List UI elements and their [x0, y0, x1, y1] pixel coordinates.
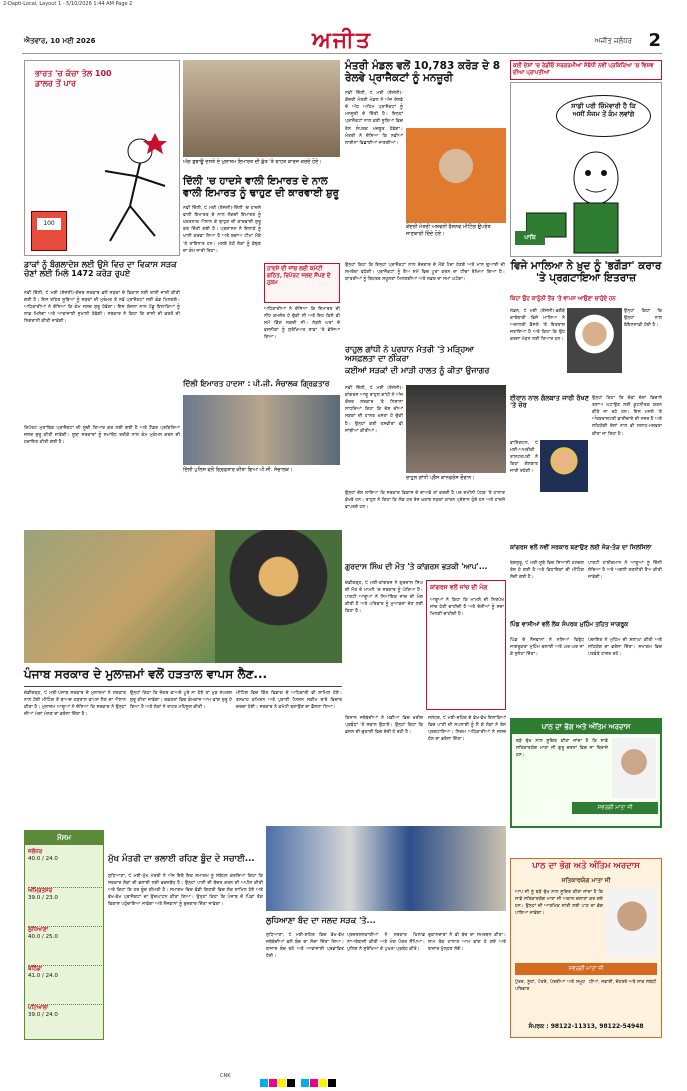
weather-min: 24.0	[45, 856, 58, 862]
cartoon-left	[24, 60, 180, 256]
cartoon-right-banner	[510, 60, 662, 80]
body-cabinet: ਨਵੀਂ ਦਿੱਲੀ, ੯ ਮਈ (ਏਜੰਸੀ)-ਕੇਂਦਰੀ ਮੰਤਰੀ ਮੰਡਲ ਨੇ ਅੱਜ ਰੇਲਵੇ ਦੇ ਅੱਠ ਅਹਿਮ ਪ੍ਰਾਜੈਕਟਾਂ ਨੂੰ ਮਨਜ਼ੂਰੀ ਦੇ ਦਿੱਤੀ ਹੈ। ਇਨ੍ਹਾਂ ਪ੍ਰਾਜੈਕਟਾਂ ਨਾਲ ਕਈ ਸੂਬਿਆਂ ਵਿਚ ਰੇਲ ਸੰਪਰਕ ਮਜ਼ਬੂਤ ਹੋਵੇਗਾ। ਮੰਤਰੀ ਨੇ ਦੱਸਿਆ ਕਿ ਨਵੀਆਂ ਲਾਈਨਾਂ ਵਿਛਾਈਆਂ ਜਾਣਗੀਆਂ।	[345, 91, 403, 146]
masthead-logo: ਅਜੀਤ	[312, 28, 372, 53]
running-man-icon	[85, 131, 175, 251]
sidebar-box	[264, 263, 340, 303]
weather-city: ਬਠਿੰਡਾ	[28, 966, 42, 972]
photo-rahul	[406, 385, 506, 473]
weather-min: 25.0	[45, 934, 58, 940]
headline-rahul: ਰਾਹੁਲ ਗਾਂਧੀ ਨੇ ਪ੍ਰਧਾਨ ਮੰਤਰੀ 'ਤੇ ਮੜ੍ਹਿਆ ਅਸਫ਼ਲਤਾ ਦਾ ਠੀਕਰਾ	[345, 345, 475, 364]
cartoon-right	[510, 82, 662, 257]
body-ldh-3: ਦੁਕਾਨਦਾਰਾਂ ਨੇ ਵੀ ਬੰਦ ਦਾ ਸਮਰਥਨ ਕੀਤਾ। ਸ਼ਾਮ ਤੱਕ ਹਾਲਾਤ ਆਮ ਵਾਂਗ ਹੋ ਗਏ ਅਤੇ ਬਾਜ਼ਾਰ ਖੁੱਲ੍ਹਣ ਲੱਗੇ।	[428, 933, 506, 953]
ad1-title: ਪਾਠ ਦਾ ਭੋਗ ਅਤੇ ਅੰਤਿਮ ਅਰਦਾਸ	[512, 720, 660, 734]
headline-mallya: ਵਿਜੇ ਮਾਲਿਆ ਨੇ ਖ਼ੁਦ ਨੂੰ 'ਭਗੌੜਾ' ਕਰਾਰ 'ਤੇ ਪ੍ਰਗਟਾਇਆ ਇਤਰਾਜ਼	[510, 260, 662, 285]
subheadline-cm: ਲੁਧਿਆਣਾ ਬੰਦ ਦਾ ਜਲਦ ਸੜਕ 'ਤੇ...	[266, 916, 376, 925]
ad1-portrait	[612, 738, 656, 798]
headline-gurdas: ਗੁਰਦਾਸ ਸਿੰਘ ਦੀ ਮੌਤ 'ਤੇ ਕਾਂਗਰਸ ਭੜਕੀ 'ਆਪ'...	[345, 562, 488, 571]
pump-display: 100	[37, 218, 61, 230]
headline-trump: ਈਰਾਨ ਨਾਲ ਗੱਲਬਾਤ ਜਾਰੀ ਰੱਖਣ 'ਤੇ ਜ਼ੋਰ	[510, 394, 589, 410]
body-ldh-2: ਪ੍ਰਦਰਸ਼ਨਕਾਰੀਆਂ ਨੇ ਸਰਕਾਰ ਖ਼ਿਲਾਫ਼ ਨਾਅਰੇਬਾਜ਼ੀ ਕੀਤੀ ਅਤੇ ਮੰਗ ਪੱਤਰ ਸੌਂਪਿਆ। ਪੁਲਿਸ ਨੇ ਸੁਰੱਖਿਆ ਦੇ ਪੁਖ਼ਤਾ ਪ੍ਰਬੰਧ ਕੀਤੇ।	[347, 933, 425, 953]
weather-city: ਅੰਮ੍ਰਿਤਸਰ	[28, 888, 53, 894]
sidebar-gurdas	[426, 580, 506, 710]
headline-loan: ਡਾਕਾਂ ਨੂੰ ਬੰਗਲਾਦੇਸ਼ ਲਈ ਉਸੇ ਵਿਚ ਦਾ ਵਿਕਾਸ ਸੜਕ ਚੋਣਾਂ ਲਈ ਮਿਲੇ 1472 ਕਰੋੜ ਰੁਪਏ	[24, 260, 177, 279]
body-strike-2: ਉਨ੍ਹਾਂ ਕਿਹਾ ਕਿ ਜੇਕਰ ਵਾਅਦੇ ਪੂਰੇ ਨਾ ਹੋਏ ਤਾਂ ਮੁੜ ਸੰਘਰਸ਼ ਸ਼ੁਰੂ ਕੀਤਾ ਜਾਵੇਗਾ। ਦਫ਼ਤਰਾਂ ਵਿਚ ਕੰਮਕਾਜ ਆਮ ਵਾਂਗ ਸ਼ੁਰੂ ਹੋ ਗਿਆ ਹੈ ਅਤੇ ਲੋਕਾਂ ਨੇ ਰਾਹਤ ਮਹਿਸੂਸ ਕੀਤੀ।	[130, 691, 232, 711]
body-side2-2: ਪੰਚਾਇਤ ਨੇ ਮੁਹਿੰਮ ਦੀ ਸ਼ਲਾਘਾ ਕੀਤੀ ਅਤੇ ਸਹਿਯੋਗ ਦਾ ਭਰੋਸਾ ਦਿੱਤਾ। ਸਮਾਗਮ ਵਿਚ ਪਤਵੰਤੇ ਹਾਜ਼ਰ ਰਹੇ।	[588, 638, 662, 658]
photo-building-collapse	[183, 60, 340, 157]
headline-cabinet: ਮੰਤਰੀ ਮੰਡਲ ਵਲੋਂ 10,783 ਕਰੋੜ ਦੇ 8 ਰੇਲਵੇ ਪ੍ਰਾਜੈਕਟਾਂ ਨੂੰ ਮਨਜ਼ੂਰੀ	[345, 60, 501, 85]
weather-title: ਮੌਸਮ	[25, 831, 103, 845]
masthead-date: ਐਤਵਾਰ, 10 ਮਈ 2026	[24, 37, 96, 45]
weather-row: ਪਟਿਆਲਾ 39.0 / 24.0	[28, 1005, 102, 1043]
body-loan-2: ਰਿਪੋਰਟ ਮੁਤਾਬਿਕ ਪ੍ਰਾਜੈਕਟਾਂ ਦੀ ਸੂਚੀ ਤਿਆਰ ਕਰ ਲਈ ਗਈ ਹੈ ਅਤੇ ਟੈਂਡਰ ਪ੍ਰਕਿਰਿਆ ਜਲਦ ਸ਼ੁਰੂ ਕੀਤੀ ਜਾਵੇਗੀ। ਸੂਬਾ ਸਰਕਾਰਾਂ ਨੂੰ ਸਮਾਂਬੱਧ ਤਰੀਕੇ ਨਾਲ ਕੰਮ ਮੁਕੰਮਲ ਕਰਨ ਦੀ ਹਦਾਇਤ ਕੀਤੀ ਗਈ ਹੈ।	[24, 426, 180, 446]
cartoon-label: ਪਾਕਿ	[515, 231, 545, 245]
body-mallya: ਲੰਡਨ, ੯ ਮਈ (ਏਜੰਸੀ)-ਭਗੌੜੇ ਕਾਰੋਬਾਰੀ ਵਿਜੇ ਮਾਲਿਆ ਨੇ ਅਦਾਲਤੀ ਫ਼ੈਸਲੇ 'ਤੇ ਇਤਰਾਜ਼ ਜਤਾਇਆ ਹੈ ਅਤੇ ਕਿਹਾ ਕਿ ਉਹ ਕਰਜ਼ਾ ਮੋੜਨ ਲਈ ਤਿਆਰ ਹਨ।	[510, 309, 565, 343]
cartoon-banner-text: ਕਈ ਦੇਸ਼ਾਂ 'ਚ ਰੇਡੀਓ ਸਰਗਰਮੀਆਂ ਸੰਬੰਧੀ ਨਵੀਂ ਪ੍ਰਕਿਰਿਆ 'ਚ ਵਿਸ਼ਵ ਦੀਆਂ ਪ੍ਰਾਪਤੀਆਂ	[513, 63, 654, 77]
caption-police: ਦਿੱਲੀ ਪੁਲਿਸ ਵਲੋਂ ਗ੍ਰਿਫ਼ਤਾਰ ਕੀਤਾ ਗਿਆ ਪੀ.ਜੀ. ਸੰਚਾਲਕ।	[183, 467, 293, 473]
page-slug: 2-Dapti-Local, Layout 1 - 5/10/2026 1:44 AM Page 2	[3, 1, 133, 7]
body-mid-right: ਜਲੰਧਰ, ੯ ਮਈ-ਸ਼ਹਿਰ ਦੇ ਵੱਖ-ਵੱਖ ਇਲਾਕਿਆਂ ਵਿਚ ਪਾਣੀ ਦੀ ਸਪਲਾਈ ਨੂੰ ਲੈ ਕੇ ਲੋਕਾਂ ਨੇ ਰੋਸ ਪ੍ਰਗਟਾਇਆ। ਨਿਗਮ ਅਧਿਕਾਰੀਆਂ ਨੇ ਜਲਦ ਹੱਲ ਦਾ ਭਰੋਸਾ ਦਿੱਤਾ।	[428, 716, 506, 743]
caption-minister: ਕੇਂਦਰੀ ਮੰਤਰੀ ਅਸ਼ਵਨੀ ਵੈਸ਼ਨਵ ਮੀਟਿੰਗ ਉਪਰੰਤ ਜਾਣਕਾਰੀ ਦਿੰਦੇ ਹੋਏ।	[406, 224, 491, 237]
page-number: 2	[648, 30, 661, 51]
ad2-family-2: ਧੀਆਂ, ਜਵਾਈ, ਦੋਹਤਰੇ ਅਤੇ ਸਾਕ ਸੰਬੰਧੀ	[589, 980, 657, 985]
weather-row: ਅੰਮ੍ਰਿਤਸਰ 39.0 / 23.0	[28, 888, 102, 927]
body-side2: ਪਿੰਡ ਦੇ ਨੌਜਵਾਨਾਂ ਨੇ ਨਸ਼ਿਆਂ ਵਿਰੁੱਧ ਜਾਗਰੂਕਤਾ ਮੁਹਿੰਮ ਚਲਾਈ ਅਤੇ ਘਰ-ਘਰ ਜਾ ਕੇ ਸੁਨੇਹਾ ਦਿੱਤਾ।	[510, 638, 584, 658]
ad-bhog-2	[510, 858, 662, 1038]
weather-min: 24.0	[45, 973, 58, 979]
weather-city: ਪਟਿਆਲਾ	[28, 1005, 49, 1011]
weather-city: ਜਲੰਧਰ	[28, 849, 43, 855]
body-mid-left: ਕਿਸਾਨ ਜਥੇਬੰਦੀਆਂ ਨੇ ਮੰਡੀਆਂ ਵਿਚ ਖ਼ਰੀਦ ਪ੍ਰਬੰਧਾਂ 'ਤੇ ਸਵਾਲ ਉਠਾਏ। ਉਨ੍ਹਾਂ ਕਿਹਾ ਕਿ ਫ਼ਸਲ ਦੀ ਚੁਕਾਈ ਵਿਚ ਦੇਰੀ ਹੋ ਰਹੀ ਹੈ।	[345, 716, 423, 736]
fuel-pump-icon	[31, 211, 67, 251]
ad1-body: ਬੜੇ ਦੁੱਖ ਨਾਲ ਸੂਚਿਤ ਕੀਤਾ ਜਾਂਦਾ ਹੈ ਕਿ ਸਾਡੇ ਸਤਿਕਾਰਯੋਗ ਮਾਤਾ ਜੀ ਗੁਰੂ ਚਰਨਾਂ ਵਿਚ ਜਾ ਬਿਰਾਜੇ ਹਨ।	[516, 739, 608, 759]
subhead-pg-arrest: ਦਿੱਲੀ ਇਮਾਰਤ ਹਾਦਸਾ : ਪੀ.ਜੀ. ਸੰਚਾਲਕ ਗ੍ਰਿਫ਼ਤਾਰ	[183, 379, 330, 388]
headline-side2: ਪਿੰਡ ਵਾਸੀਆਂ ਵਲੋਂ ਲੋਕ ਸੰਪਰਕ ਮੁਹਿੰਮ ਤਹਿਤ ਜਾਗਰੂਕ	[510, 621, 629, 628]
weather-city: ਲੁਧਿਆਣਾ	[28, 927, 49, 933]
ad-bhog-1	[510, 718, 662, 828]
photo-mallya	[567, 308, 622, 373]
body-side1: ਬੰਗਲੁਰੂ, ੯ ਮਈ-ਸੂਬੇ ਵਿਚ ਸਿਆਸੀ ਹਲਚਲ ਤੇਜ਼ ਹੋ ਗਈ ਹੈ ਅਤੇ ਵਿਧਾਇਕਾਂ ਦੀ ਮੀਟਿੰਗ ਸੱਦੀ ਗਈ ਹੈ।	[510, 561, 584, 581]
divider	[24, 686, 342, 687]
headline-delhi-fire: ਦਿੱਲੀ 'ਚ ਹਾਦਸੇ ਵਾਲੀ ਇਮਾਰਤ ਦੇ ਨਾਲ ਵਾਲੀ ਇਮਾਰਤ ਨੂੰ ਢਾਹੁਣ ਦੀ ਕਾਰਵਾਈ ਸ਼ੁਰੂ	[183, 176, 339, 199]
photo-police-arrest	[183, 395, 340, 465]
body-ldh-1: ਲੁਧਿਆਣਾ, ੯ ਮਈ-ਸ਼ਹਿਰ ਵਿਚ ਵੱਖ-ਵੱਖ ਜਥੇਬੰਦੀਆਂ ਵਲੋਂ ਬੰਦ ਦਾ ਸੱਦਾ ਦਿੱਤਾ ਗਿਆ। ਬਾਜ਼ਾਰ ਬੰਦ ਰਹੇ ਅਤੇ ਆਵਾਜਾਈ ਪ੍ਰਭਾਵਿਤ ਹੋਈ।	[266, 933, 344, 960]
body-cabinet-2: ਉਨ੍ਹਾਂ ਕਿਹਾ ਕਿ ਇਨ੍ਹਾਂ ਪ੍ਰਾਜੈਕਟਾਂ ਨਾਲ ਰੋਜ਼ਗਾਰ ਦੇ ਮੌਕੇ ਪੈਦਾ ਹੋਣਗੇ ਅਤੇ ਮਾਲ ਢੁਆਈ ਦੀ ਸਮਰੱਥਾ ਵਧੇਗੀ। ਪ੍ਰਾਜੈਕਟਾਂ ਨੂੰ ਤੈਅ ਸਮੇਂ ਵਿਚ ਪੂਰਾ ਕਰਨ ਦਾ ਟੀਚਾ ਰੱਖਿਆ ਗਿਆ ਹੈ। ਯਾਤਰੀਆਂ ਨੂੰ ਬਿਹਤਰ ਸਹੂਲਤਾਂ ਮਿਲਣਗੀਆਂ ਅਤੇ ਸਫ਼ਰ ਦਾ ਸਮਾਂ ਘਟੇਗਾ।	[345, 263, 505, 283]
ad2-subtitle: ਸਤਿਕਾਰਯੋਗ ਮਾਤਾ ਜੀ	[561, 877, 611, 884]
photo-protest-bottom	[266, 826, 506, 911]
subheadline-rahul: ਕਈਆਂ ਸੜਕਾਂ ਦੀ ਮਾੜੀ ਹਾਲਤ ਨੂੰ ਕੀਤਾ ਉਜਾਗਰ	[345, 366, 490, 375]
weather-max: 40.0	[28, 856, 41, 862]
body-rahul-2: ਉਨ੍ਹਾਂ ਦੋਸ਼ ਲਾਇਆ ਕਿ ਸਰਕਾਰ ਵਿਕਾਸ ਦੇ ਦਾਅਵੇ ਤਾਂ ਕਰਦੀ ਹੈ ਪਰ ਜ਼ਮੀਨੀ ਪੱਧਰ 'ਤੇ ਹਾਲਾਤ ਵੱਖਰੇ ਹਨ। ਰਾਹੁਲ ਨੇ ਕਿਹਾ ਕਿ ਲੋਕ ਹਰ ਰੋਜ਼ ਖ਼ਰਾਬ ਸੜਕਾਂ ਕਾਰਨ ਪ੍ਰੇਸ਼ਾਨ ਹੁੰਦੇ ਹਨ ਅਤੇ ਹਾਦਸੇ ਵਾਪਰਦੇ ਹਨ।	[345, 491, 505, 511]
weather-row: ਲੁਧਿਆਣਾ 40.0 / 25.0	[28, 927, 102, 966]
ad1-name-strip: ਸਵਰਗੀ ਮਾਤਾ ਜੀ	[572, 802, 658, 814]
weather-min: 24.0	[45, 1012, 58, 1018]
body-delhi-fire-2: ਅਧਿਕਾਰੀਆਂ ਨੇ ਦੱਸਿਆ ਕਿ ਇਮਾਰਤ ਦੀ ਨੀਂਹ ਕਮਜ਼ੋਰ ਹੋ ਚੁੱਕੀ ਸੀ ਅਤੇ ਇਹ ਕਿਸੇ ਵੀ ਸਮੇਂ ਡਿੱਗ ਸਕਦੀ ਸੀ। ਨੇੜਲੇ ਘਰਾਂ ਦੇ ਵਸਨੀਕਾਂ ਨੂੰ ਸੁਰੱਖਿਅਤ ਥਾਵਾਂ 'ਤੇ ਭੇਜਿਆ ਗਿਆ।	[264, 307, 340, 341]
ad2-family-1: ਪੁੱਤਰ, ਨੂੰਹਾਂ, ਪੋਤਰੇ, ਪੋਤਰੀਆਂ ਅਤੇ ਸਮੂਹ ਪਰਿਵਾਰ	[515, 980, 585, 993]
weather-max: 41.0	[28, 973, 41, 979]
body-strike-1: ਚੰਡੀਗੜ੍ਹ, ੯ ਮਈ-ਪੰਜਾਬ ਸਰਕਾਰ ਦੇ ਮੁਲਾਜ਼ਮਾਂ ਨੇ ਸਰਕਾਰ ਨਾਲ ਹੋਈ ਮੀਟਿੰਗ ਤੋਂ ਬਾਅਦ ਹੜਤਾਲ ਵਾਪਸ ਲੈਣ ਦਾ ਐਲਾਨ ਕੀਤਾ ਹੈ। ਮੁਲਾਜ਼ਮ ਆਗੂਆਂ ਨੇ ਦੱਸਿਆ ਕਿ ਸਰਕਾਰ ਨੇ ਉਨ੍ਹਾਂ ਦੀਆਂ ਮੰਗਾਂ ਮੰਨਣ ਦਾ ਭਰੋਸਾ ਦਿੱਤਾ ਹੈ।	[24, 691, 126, 718]
weather-max: 39.0	[28, 895, 41, 901]
body-side1-2: ਪਾਰਟੀ ਹਾਈਕਮਾਨ ਨੇ ਆਗੂਆਂ ਨੂੰ ਦਿੱਲੀ ਸੱਦਿਆ ਹੈ ਅਤੇ ਅਗਲੀ ਰਣਨੀਤੀ ਤੈਅ ਕੀਤੀ ਜਾਵੇਗੀ।	[588, 561, 662, 581]
speech-bubble-text: ਸਾਡੀ ਪਰੀ ਜ਼ਿੰਮੇਵਾਰੀ ਹੈ ਕਿ ਅਸੀਂ ਸੰਜਮ ਤੋਂ ਕੰਮ ਲਵਾਂਗੇ	[571, 102, 636, 119]
photo-trump	[540, 440, 588, 492]
body-gurdas: ਚੰਡੀਗੜ੍ਹ, ੯ ਮਈ-ਕਾਂਗਰਸ ਨੇ ਗੁਰਦਾਸ ਸਿੰਘ ਦੀ ਮੌਤ ਦੇ ਮਾਮਲੇ 'ਚ ਸਰਕਾਰ ਨੂੰ ਘੇਰਿਆ ਹੈ। ਪਾਰਟੀ ਆਗੂਆਂ ਨੇ ਨਿਆਂਇਕ ਜਾਂਚ ਦੀ ਮੰਗ ਕੀਤੀ ਹੈ ਅਤੇ ਪਰਿਵਾਰ ਨੂੰ ਮੁਆਵਜ਼ਾ ਦੇਣ ਲਈ ਕਿਹਾ ਹੈ।	[345, 581, 423, 615]
body-delhi-fire: ਨਵੀਂ ਦਿੱਲੀ, ੯ ਮਈ (ਏਜੰਸੀ)-ਦਿੱਲੀ 'ਚ ਹਾਦਸੇ ਵਾਲੀ ਇਮਾਰਤ ਦੇ ਨਾਲ ਲੱਗਦੀ ਇਮਾਰਤ ਨੂੰ ਖ਼ਤਰਨਾਕ ਐਲਾਨ ਕੇ ਢਾਹੁਣ ਦੀ ਕਾਰਵਾਈ ਸ਼ੁਰੂ ਕਰ ਦਿੱਤੀ ਗਈ ਹੈ। ਪ੍ਰਸ਼ਾਸਨ ਨੇ ਇਲਾਕੇ ਨੂੰ ਖਾਲੀ ਕਰਵਾ ਲਿਆ ਹੈ ਅਤੇ ਬਚਾਅ ਟੀਮਾਂ ਮੌਕੇ 'ਤੇ ਤਾਇਨਾਤ ਹਨ। ਮਲਬੇ ਹੇਠੋਂ ਲੋਕਾਂ ਨੂੰ ਕੱਢਣ ਦਾ ਕੰਮ ਜਾਰੀ ਰਿਹਾ।	[183, 206, 261, 254]
weather-max: 39.0	[28, 1012, 41, 1018]
cartoon-caption: ਭਾਰਤ 'ਚ ਕੱਚਾ ਤੇਲ 100 ਡਾਲਰ ਤੋਂ ਪਾਰ	[35, 69, 112, 88]
body-rahul: ਨਵੀਂ ਦਿੱਲੀ, ੯ ਮਈ (ਏਜੰਸੀ)-ਕਾਂਗਰਸ ਆਗੂ ਰਾਹੁਲ ਗਾਂਧੀ ਨੇ ਅੱਜ ਕੇਂਦਰ ਸਰਕਾਰ 'ਤੇ ਨਿਸ਼ਾਨਾ ਸਾਧਦਿਆਂ ਕਿਹਾ ਕਿ ਦੇਸ਼ ਦੀਆਂ ਸੜਕਾਂ ਦੀ ਹਾਲਤ ਖਸਤਾ ਹੋ ਚੁੱਕੀ ਹੈ। ਉਨ੍ਹਾਂ ਕਈ ਤਸਵੀਰਾਂ ਵੀ ਸਾਂਝੀਆਂ ਕੀਤੀਆਂ।	[345, 386, 403, 434]
headline-cm: ਮੁੱਖ ਮੰਤਰੀ ਦਾ ਭਲਾਈ ਰਹਿਣ ਬੂੰਦ ਦੇ ਸਚਾਈ...	[108, 854, 255, 864]
weather-row: ਜਲੰਧਰ 40.0 / 24.0	[28, 849, 102, 888]
weather-row: ਬਠਿੰਡਾ 41.0 / 24.0	[28, 966, 102, 1005]
photo-minister	[406, 128, 506, 223]
weather-min: 23.0	[45, 895, 58, 901]
ad2-strip: ਸਵਰਗੀ ਮਾਤਾ ਜੀ	[515, 963, 657, 975]
body-trump: ਵਾਸ਼ਿੰਗਟਨ, ੯ ਮਈ-ਅਮਰੀਕੀ ਰਾਸ਼ਟਰਪਤੀ ਨੇ ਕਿਹਾ ਗੱਲਬਾਤ ਜਾਰੀ ਰਹੇਗੀ।	[510, 441, 538, 475]
footer-color-code: CNK	[220, 1073, 231, 1079]
body-trump-2: ਉਨ੍ਹਾਂ ਕਿਹਾ ਕਿ ਦੋਵਾਂ ਦੇਸ਼ਾਂ ਵਿਚਾਲੇ ਤਣਾਅ ਘਟਾਉਣ ਲਈ ਕੂਟਨੀਤਕ ਯਤਨ ਕੀਤੇ ਜਾ ਰਹੇ ਹਨ। ਇਸ ਮਸਲੇ 'ਤੇ ਅੰਤਰਰਾਸ਼ਟਰੀ ਭਾਈਚਾਰੇ ਦੀ ਨਜ਼ਰ ਹੈ ਅਤੇ ਸਹਿਯੋਗੀ ਦੇਸ਼ਾਂ ਨਾਲ ਵੀ ਸਲਾਹ-ਮਸ਼ਵਰਾ ਕੀਤਾ ਜਾ ਰਿਹਾ ਹੈ।	[592, 396, 662, 437]
headline-side1: ਕਾਂਗਰਸ ਵਲੋਂ ਨਵੀਂ ਸਰਕਾਰ ਬਣਾਉਣ ਲਈ ਜੋੜ-ਤੋੜ ਦਾ ਸਿਲਸਿਲਾ	[510, 544, 652, 551]
weather-max: 40.0	[28, 934, 41, 940]
color-registration-strip	[260, 1072, 460, 1082]
ad2-portrait	[606, 889, 658, 957]
caption-building: ਅੱਗ ਬੁਝਾਊ ਦਸਤੇ ਦੇ ਮੁਲਾਜ਼ਮ ਇਮਾਰਤ ਦੀ ਛੱਤ 'ਤੇ ਰਾਹਤ ਕਾਰਜ ਕਰਦੇ ਹੋਏ।	[183, 159, 322, 165]
masthead-runhead: ਅਜੀਤ ਜਲੰਧਰ	[594, 37, 632, 45]
weather-list	[28, 849, 102, 1043]
caption-rahul: ਰਾਹੁਲ ਗਾਂਧੀ ਪ੍ਰੈੱਸ ਕਾਨਫਰੰਸ ਦੌਰਾਨ।	[406, 475, 475, 481]
body-cm: ਲੁਧਿਆਣਾ, ੯ ਮਈ-ਮੁੱਖ ਮੰਤਰੀ ਨੇ ਅੱਜ ਇਥੇ ਇਕ ਸਮਾਗਮ ਨੂੰ ਸੰਬੋਧਨ ਕਰਦਿਆਂ ਕਿਹਾ ਕਿ ਸਰਕਾਰ ਲੋਕਾਂ ਦੀ ਭਲਾਈ ਲਈ ਵਚਨਬੱਧ ਹੈ। ਉਨ੍ਹਾਂ ਪਾਣੀ ਦੀ ਬੱਚਤ ਕਰਨ ਦੀ ਅਪੀਲ ਕੀਤੀ ਅਤੇ ਕਿਹਾ ਕਿ ਹਰ ਬੂੰਦ ਕੀਮਤੀ ਹੈ। ਸਮਾਗਮ ਵਿਚ ਵੱਡੀ ਗਿਣਤੀ ਵਿਚ ਲੋਕ ਸ਼ਾਮਿਲ ਹੋਏ ਅਤੇ ਵੱਖ-ਵੱਖ ਪ੍ਰਾਜੈਕਟਾਂ ਦਾ ਉਦਘਾਟਨ ਕੀਤਾ ਗਿਆ। ਉਨ੍ਹਾਂ ਕਿਹਾ ਕਿ ਪੰਜਾਬ ਦੇ ਪਿੰਡਾਂ ਤੱਕ ਵਿਕਾਸ ਪਹੁੰਚਾਇਆ ਜਾਵੇਗਾ ਅਤੇ ਨੌਜਵਾਨਾਂ ਨੂੰ ਰੁਜ਼ਗਾਰ ਦਿੱਤਾ ਜਾਵੇਗਾ।	[108, 874, 263, 908]
ad2-body: ਆਪ ਜੀ ਨੂੰ ਬੜੇ ਦੁੱਖ ਨਾਲ ਸੂਚਿਤ ਕੀਤਾ ਜਾਂਦਾ ਹੈ ਕਿ ਸਾਡੇ ਸਤਿਕਾਰਯੋਗ ਮਾਤਾ ਜੀ ਅਕਾਲ ਚਲਾਣਾ ਕਰ ਗਏ ਹਨ। ਉਨ੍ਹਾਂ ਦੀ ਆਤਮਿਕ ਸ਼ਾਂਤੀ ਲਈ ਪਾਠ ਦਾ ਭੋਗ ਪਾਇਆ ਜਾਵੇਗਾ।	[515, 890, 603, 917]
body-mallya-2: ਉਨ੍ਹਾਂ ਕਿਹਾ ਕਿ ਉਨ੍ਹਾਂ ਨਾਲ ਬੇਇਨਸਾਫ਼ੀ ਹੋਈ ਹੈ।	[624, 309, 662, 329]
body-loan: ਨਵੀਂ ਦਿੱਲੀ, ੯ ਮਈ (ਏਜੰਸੀ)-ਕੇਂਦਰ ਸਰਕਾਰ ਵਲੋਂ ਸੜਕਾਂ ਦੇ ਵਿਕਾਸ ਲਈ ਰਾਸ਼ੀ ਜਾਰੀ ਕੀਤੀ ਗਈ ਹੈ। ਇਸ ਤਹਿਤ ਸੂਬਿਆਂ ਨੂੰ ਸੜਕਾਂ ਦੀ ਮੁਰੰਮਤ ਤੇ ਨਵੇਂ ਪ੍ਰਾਜੈਕਟਾਂ ਲਈ ਫ਼ੰਡ ਮਿਲਣਗੇ। ਅਧਿਕਾਰੀਆਂ ਨੇ ਦੱਸਿਆ ਕਿ ਕੰਮ ਜਲਦ ਸ਼ੁਰੂ ਹੋਵੇਗਾ। ਇਸ ਯੋਜਨਾ ਨਾਲ ਪੇਂਡੂ ਇਲਾਕਿਆਂ ਨੂੰ ਲਾਭ ਮਿਲੇਗਾ ਅਤੇ ਆਵਾਜਾਈ ਸੁਖਾਲੀ ਹੋਵੇਗੀ। ਸਰਕਾਰ ਨੇ ਕਿਹਾ ਕਿ ਰਾਸ਼ੀ ਦੀ ਵਰਤੋਂ ਦੀ ਨਿਗਰਾਨੀ ਕੀਤੀ ਜਾਵੇਗੀ।	[24, 291, 180, 325]
masthead	[22, 28, 662, 54]
headline-strike: ਪੰਜਾਬ ਸਰਕਾਰ ਦੇ ਮੁਲਾਜ਼ਮਾਂ ਵਲੋਂ ਹੜਤਾਲ ਵਾਪਸ ਲੈਣ...	[24, 667, 268, 681]
weather-box	[24, 830, 104, 1040]
sidebar-gurdas-title: ਕਾਂਗਰਸ ਵਲੋਂ ਜਾਂਚ ਦੀ ਮੰਗ	[430, 584, 488, 591]
sidebar-box-text: ਹਾਦਸੇ ਦੀ ਜਾਂਚ ਲਈ ਕਮੇਟੀ ਗਠਿਤ, ਰਿਪੋਰਟ ਜਲਦ ਸੌਂਪਣ ਦੇ ਹੁਕਮ	[267, 266, 331, 287]
kicker-mallya: ਕਿਹਾ ਉਹ ਕਾਨੂੰਨੀ ਤੌਰ 'ਤੇ ਵਾਪਸ ਆਉਣਾ ਚਾਹੁੰਦੇ ਹਨ	[510, 296, 616, 302]
ad2-phone: ਸੰਪਰਕ : 98122-11313, 98122-54948	[528, 1023, 644, 1030]
body-strike-3: ਮੀਟਿੰਗ ਵਿਚ ਵਿੱਤ ਵਿਭਾਗ ਦੇ ਅਧਿਕਾਰੀ ਵੀ ਸ਼ਾਮਿਲ ਹੋਏ। ਤਨਖ਼ਾਹ ਕਮਿਸ਼ਨ ਅਤੇ ਪੁਰਾਣੀ ਪੈਨਸ਼ਨ ਸਕੀਮ ਬਾਰੇ ਵਿਚਾਰ ਚਰਚਾ ਹੋਈ। ਸਰਕਾਰ ਨੇ ਕਮੇਟੀ ਬਣਾਉਣ ਦਾ ਫ਼ੈਸਲਾ ਲਿਆ।	[236, 691, 342, 711]
photo-speaker	[215, 530, 342, 663]
sidebar-gurdas-body: ਆਗੂਆਂ ਨੇ ਕਿਹਾ ਕਿ ਮਾਮਲੇ ਦੀ ਨਿਰਪੱਖ ਜਾਂਚ ਹੋਣੀ ਚਾਹੀਦੀ ਹੈ ਅਤੇ ਦੋਸ਼ੀਆਂ ਨੂੰ ਸਜ਼ਾ ਮਿਲਣੀ ਚਾਹੀਦੀ ਹੈ।	[430, 598, 504, 618]
speech-bubble	[556, 95, 651, 137]
ad2-title: ਪਾਠ ਦਾ ਭੋਗ ਅਤੇ ਅੰਤਿਮ ਅਰਦਾਸ	[532, 861, 640, 871]
